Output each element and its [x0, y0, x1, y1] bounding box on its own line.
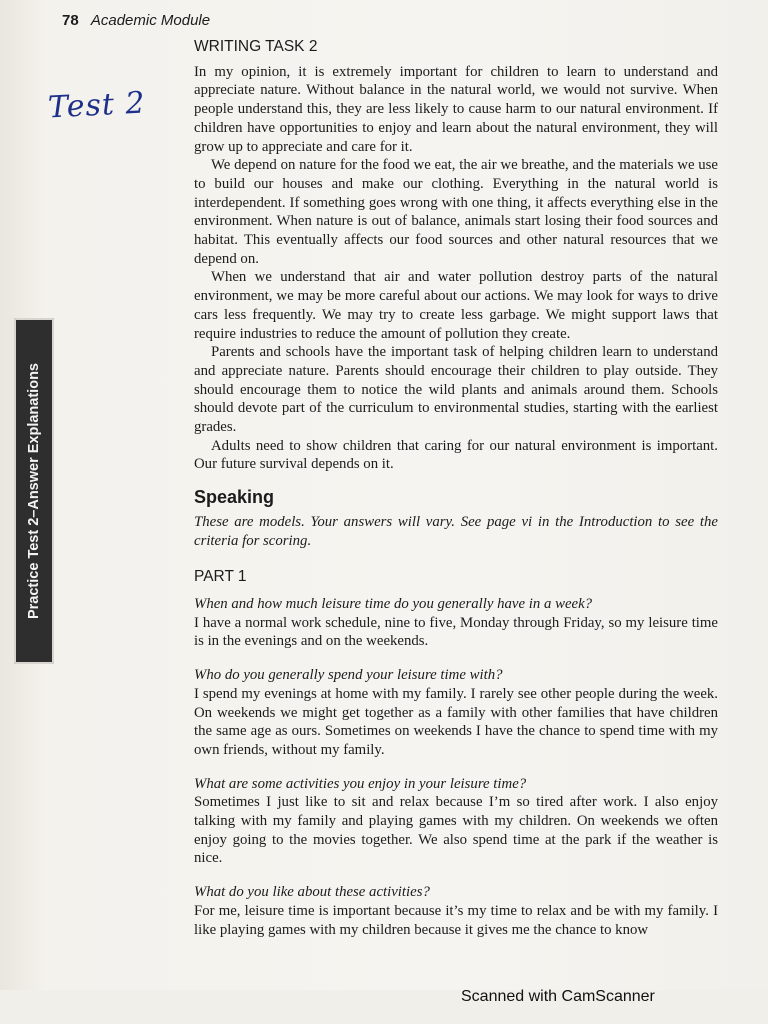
side-tab-label: Practice Test 2–Answer Explanations [26, 362, 42, 620]
writing-task-heading: WRITING TASK 2 [194, 38, 318, 55]
answer: Sometimes I just like to sit and relax because I’m so tired after work. I also enjoy talking with my family and playing games with my children. On weekends we often enjoy going to the movies together. We also spend time at the park if the weather is nice. [194, 794, 718, 867]
qa-item [194, 883, 718, 939]
question: When and how much leisure time do you generally have in a week? [194, 595, 593, 612]
main-content [194, 38, 718, 954]
writing-paragraph: Parents and schools have the important task of helping children learn to understand and appreciate nature. Parents should encourage their children to play outside. They should encourage them to notice the wild plants and animals around them. Schools should devote part of the curriculum to environmental studies, starting with the earliest grades. [194, 344, 718, 436]
qa-item [194, 666, 718, 760]
qa-item [194, 595, 718, 651]
answer: I have a normal work schedule, nine to five, Monday through Friday, so my leisure time is in the evenings and on the weekends. [194, 614, 718, 650]
writing-paragraph: When we understand that air and water pollution destroy parts of the natural environment, we may be more careful about our actions. We may look for ways to drive cars less frequently. We may try to create less garbage. We might support laws that require industries to reduce the amount of pollution they create. [194, 269, 718, 342]
writing-paragraph: We depend on nature for the food we eat, the air we breathe, and the materials we use to build our houses and make our clothing. Everything in the natural world is interdependent. If something goes wrong with one thing, it affects everything else in the environment. When nature is out of balance, animals start losing their food sources and habitat. This eventually affects our food sources and other natural resources that we depend on. [194, 157, 718, 267]
part-1-heading: PART 1 [194, 568, 247, 586]
speaking-heading: Speaking [194, 487, 275, 508]
writing-paragraph: Adults need to show children that caring for our natural environment is important. Our future survival depends on it. [194, 437, 718, 473]
scanner-watermark: Scanned with CamScanner [461, 988, 655, 1005]
answer: For me, leisure time is important because it’s my time to relax and be with my family. I like playing games with my children because it gives me the chance to know [194, 902, 718, 938]
running-head-title: Academic Module [90, 12, 211, 29]
question: Who do you generally spend your leisure time with? [194, 667, 503, 684]
page-number: 78 [62, 12, 79, 29]
question: What do you like about these activities? [194, 884, 430, 901]
running-head [62, 12, 210, 29]
question: What are some activities you enjoy in your leisure time? [194, 775, 527, 792]
side-tab [14, 318, 54, 664]
speaking-note: These are models. Your answers will vary. See page vi in the Introduction to see the criteria for scoring. [194, 513, 718, 549]
answer: I spend my evenings at home with my family. I rarely see other people during the week. On weekends we might get together as a family with other families that have children the same age as ours. Sometimes on weekends I have the chance to spend time with my own friends, without my family. [194, 685, 718, 758]
writing-paragraph: In my opinion, it is extremely important for children to learn to understand and appreciate nature. Without balance in the natural world, we would not survive. When people understand this, they are less likely to cause harm to our natural environment. If children have opportunities to enjoy and learn about the natural environment, they will grow up to appreciate and care for it. [194, 63, 718, 155]
qa-item [194, 775, 718, 869]
handwritten-note: Test 2 [47, 85, 147, 126]
